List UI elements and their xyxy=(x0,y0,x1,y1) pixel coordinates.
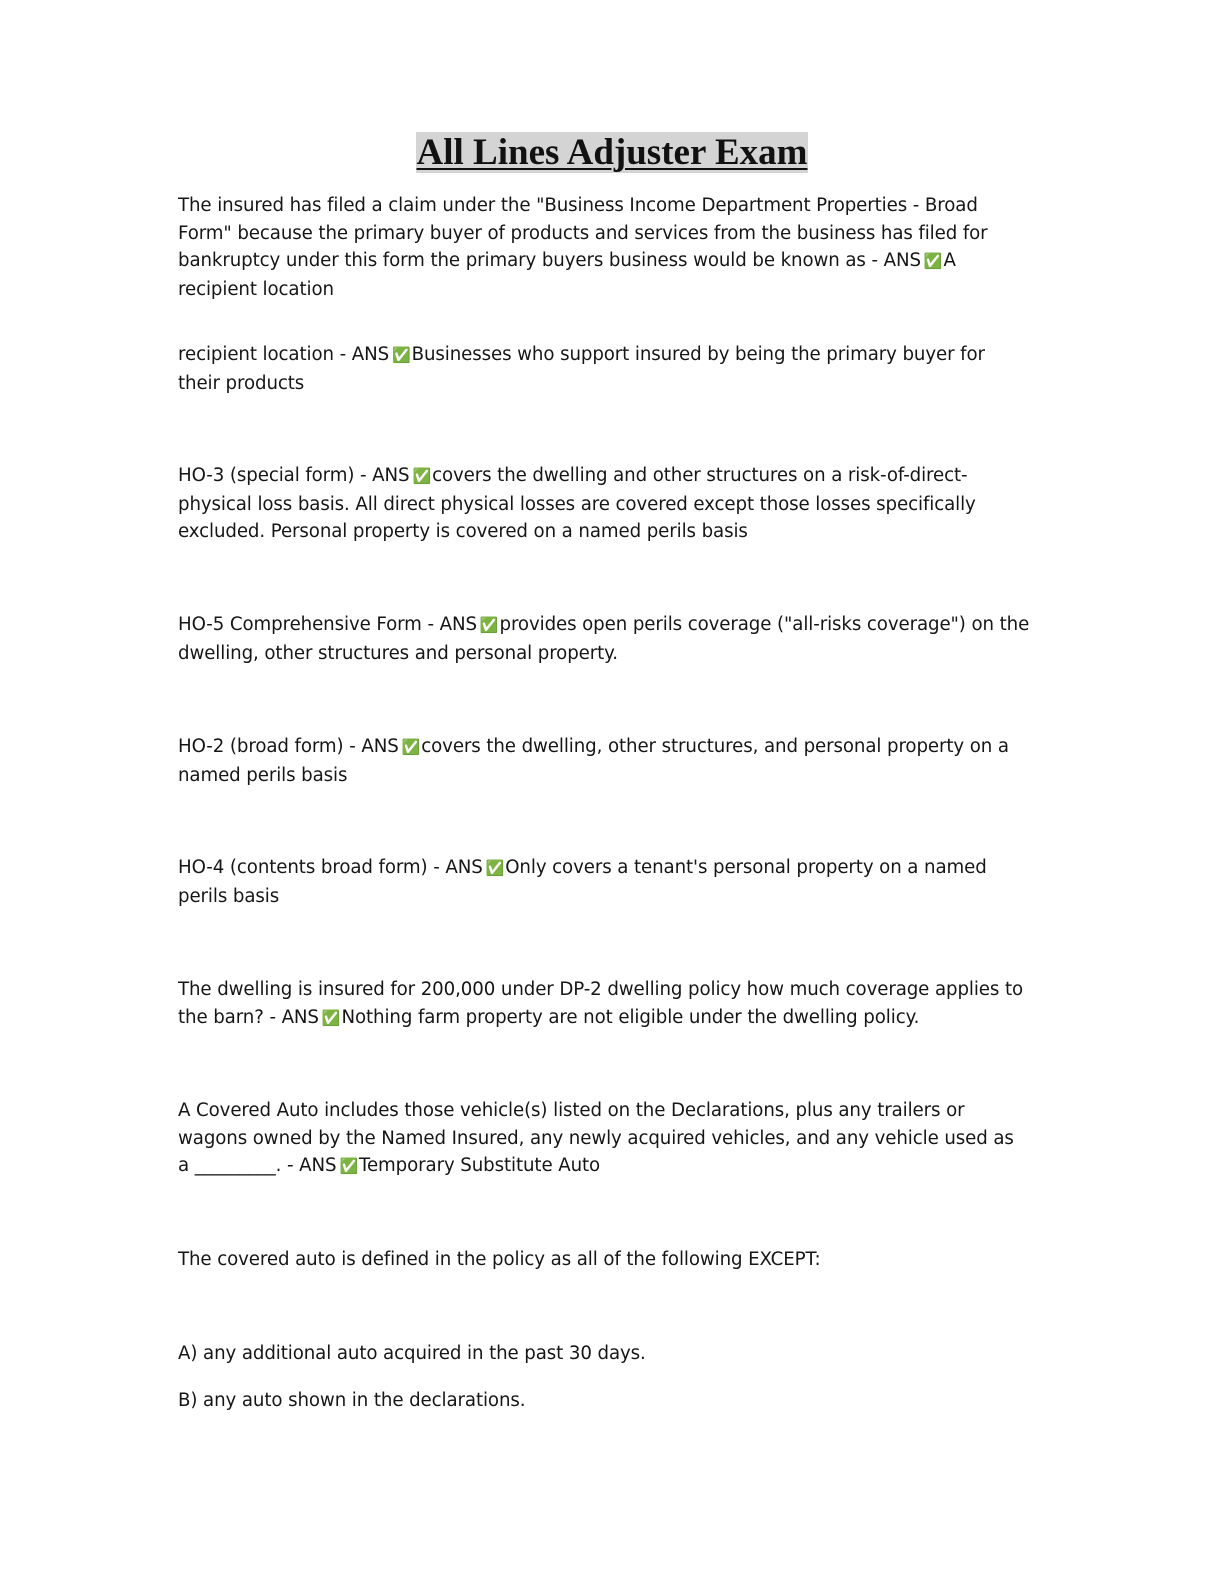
check-mark-icon: ✅ xyxy=(392,346,411,364)
option-b: B) any auto shown in the declarations. xyxy=(178,1390,526,1411)
question-text: HO-4 (contents broad form) - ANS xyxy=(178,857,483,878)
answer-text: A recipient location xyxy=(178,250,956,300)
final-question: The covered auto is defined in the policy as all of the following EXCEPT: xyxy=(178,1249,821,1270)
qa-item-recipient-location-claim xyxy=(178,192,1030,303)
answer-text: Only covers a tenant's personal property on a named perils basis xyxy=(178,857,987,907)
answer-text: provides open perils coverage ("all-risks coverage") on the dwelling, other structures and personal property. xyxy=(178,614,1030,664)
answer-text: Businesses who support insured by being the primary buyer for their products xyxy=(178,344,985,394)
option-a: A) any additional auto acquired in the past 30 days. xyxy=(178,1343,646,1364)
answer-text: covers the dwelling and other structures on a risk-of-direct-physical loss basis. All direct physical losses are covered except those losses specifically excluded. Personal property is covered on a named perils basis xyxy=(178,465,976,542)
question-text: The insured has filed a claim under the "Business Income Department Properties - Broad Form" because the primary buyer of products and services from the business has filed for bankruptcy under this form the primary buyers business would be known as - ANS xyxy=(178,195,988,271)
question-text: HO-5 Comprehensive Form - ANS xyxy=(178,614,477,635)
check-mark-icon: ✅ xyxy=(339,1157,359,1175)
qa-item-dp2-barn xyxy=(178,976,1030,1032)
check-mark-icon: ✅ xyxy=(412,467,432,485)
qa-item-ho4 xyxy=(178,854,1030,910)
page-title-text: All Lines Adjuster Exam xyxy=(416,132,808,173)
question-text: recipient location - ANS xyxy=(178,344,390,365)
qa-item-recipient-location xyxy=(178,341,1030,397)
qa-item-ho3 xyxy=(178,462,1030,546)
question-text: A Covered Auto includes those vehicle(s) listed on the Declarations, plus any trailers or wagons owned by the Named Insured, any newly acquired vehicles, and any vehicle used as a _________. - ANS xyxy=(178,1100,1014,1176)
check-mark-icon: ✅ xyxy=(321,1008,341,1027)
check-mark-icon: ✅ xyxy=(923,252,943,270)
check-mark-icon: ✅ xyxy=(485,859,505,877)
page-title xyxy=(0,131,1224,175)
check-mark-icon: ✅ xyxy=(479,616,499,634)
qa-item-covered-auto xyxy=(178,1097,1030,1181)
question-text: HO-2 (broad form) - ANS xyxy=(178,736,399,757)
qa-item-ho2 xyxy=(178,733,1030,789)
qa-item-ho5 xyxy=(178,611,1030,667)
check-mark-icon: ✅ xyxy=(401,738,421,756)
answer-text: covers the dwelling, other structures, and personal property on a named perils basis xyxy=(178,736,1009,786)
answer-text: Temporary Substitute Auto xyxy=(359,1155,601,1176)
answer-text: Nothing farm property are not eligible under the dwelling policy. xyxy=(341,1006,920,1028)
question-text: HO-3 (special form) - ANS xyxy=(178,465,410,486)
question-text: The dwelling is insured for 200,000 under DP-2 dwelling policy how much coverage applies to the barn? - ANS xyxy=(178,979,1024,1028)
